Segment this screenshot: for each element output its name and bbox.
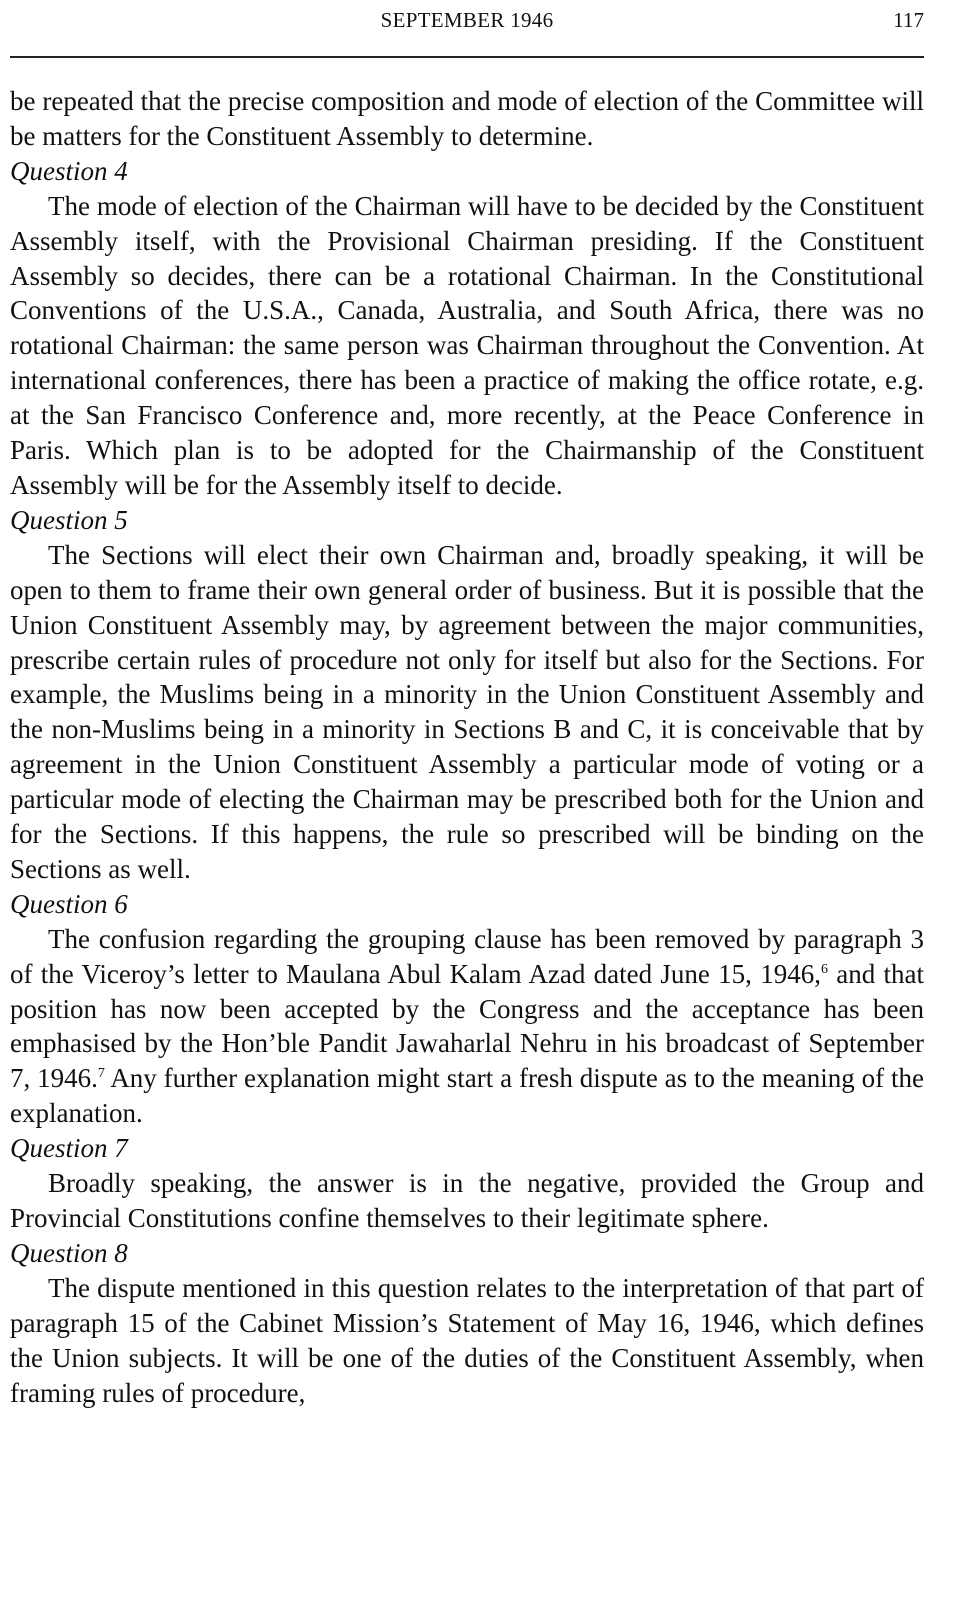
page-header [10,8,924,48]
question-4-heading: Question 4 [10,155,128,186]
body-text [10,84,924,1410]
paragraph-continued: be repeated that the precise composition and mode of election of the Committee will be matters for the Constituent Assembly to determine. [10,86,924,151]
page-number: 117 [893,8,924,32]
question-7-heading: Question 7 [10,1133,128,1164]
running-title: SEPTEMBER 1946 [380,8,554,32]
question-7-answer: Broadly speaking, the answer is in the negative, provided the Group and Provincial Constitutions confine themselves to their legitimate sphere. [10,1168,924,1233]
question-5-heading: Question 5 [10,504,128,535]
footnote-ref-6: 6 [820,961,828,977]
question-5-answer: The Sections will elect their own Chairman and, broadly speaking, it will be open to them to frame their own general order of business. But it is possible that the Union Constituent Assembly may, by agreement between the major communities, prescribe certain rules of procedure not only for itself but also for the Sections. For example, the Muslims being in a minority in the Union Constituent Assembly and the non-Muslims being in a minority in Sections B and C, it is conceivable that by agreement in the Union Constituent Assembly a particular mode of voting or a particular mode of electing the Chairman may be prescribed both for the Union and for the Sections. If this happens, the rule so prescribed will be binding on the Sections as well. [10,539,924,884]
question-6-text-c: Any further explanation might start a fresh dispute as to the meaning of the explanation. [10,1063,925,1129]
question-6-text-b: and that position has now been accepted by the Congress and the acceptance has been emphasised by the Hon’ble Pandit Jawaharlal Nehru in his broadcast of September 7, 1946. [10,958,924,1094]
question-8-answer: The dispute mentioned in this question relates to the interpretation of that part of paragraph 15 of the Cabinet Mission’s Statement of May 16, 1946, which defines the Union subjects. It will be one of the duties of the Constituent Assembly, when framing rules of procedure, [10,1272,924,1408]
question-6-heading: Question 6 [10,888,128,919]
question-8-heading: Question 8 [10,1237,128,1268]
header-rule [10,56,924,58]
question-6-answer [10,922,924,1131]
footnote-ref-7: 7 [97,1066,105,1082]
question-6-text-a: The confusion regarding the grouping clause has been removed by paragraph 3 of the Viceroy’s letter to Maulana Abul Kalam Azad dated June 15, 1946, [10,923,924,989]
question-4-answer: The mode of election of the Chairman will have to be decided by the Constituent Assembly itself, with the Provisional Chairman presiding. If the Constituent Assembly so decides, there can be a rotational Chairman. In the Constitutional Conventions of the U.S.A., Canada, Australia, and South Africa, there was no rotational Chairman: the same person was Chairman throughout the Convention. At international conferences, there has been a practice of making the office rotate, e.g. at the San Francisco Conference and, more recently, at the Peace Conference in Paris. Which plan is to be adopted for the Chairmanship of the Constituent Assembly will be for the Assembly itself to decide. [10,190,924,500]
